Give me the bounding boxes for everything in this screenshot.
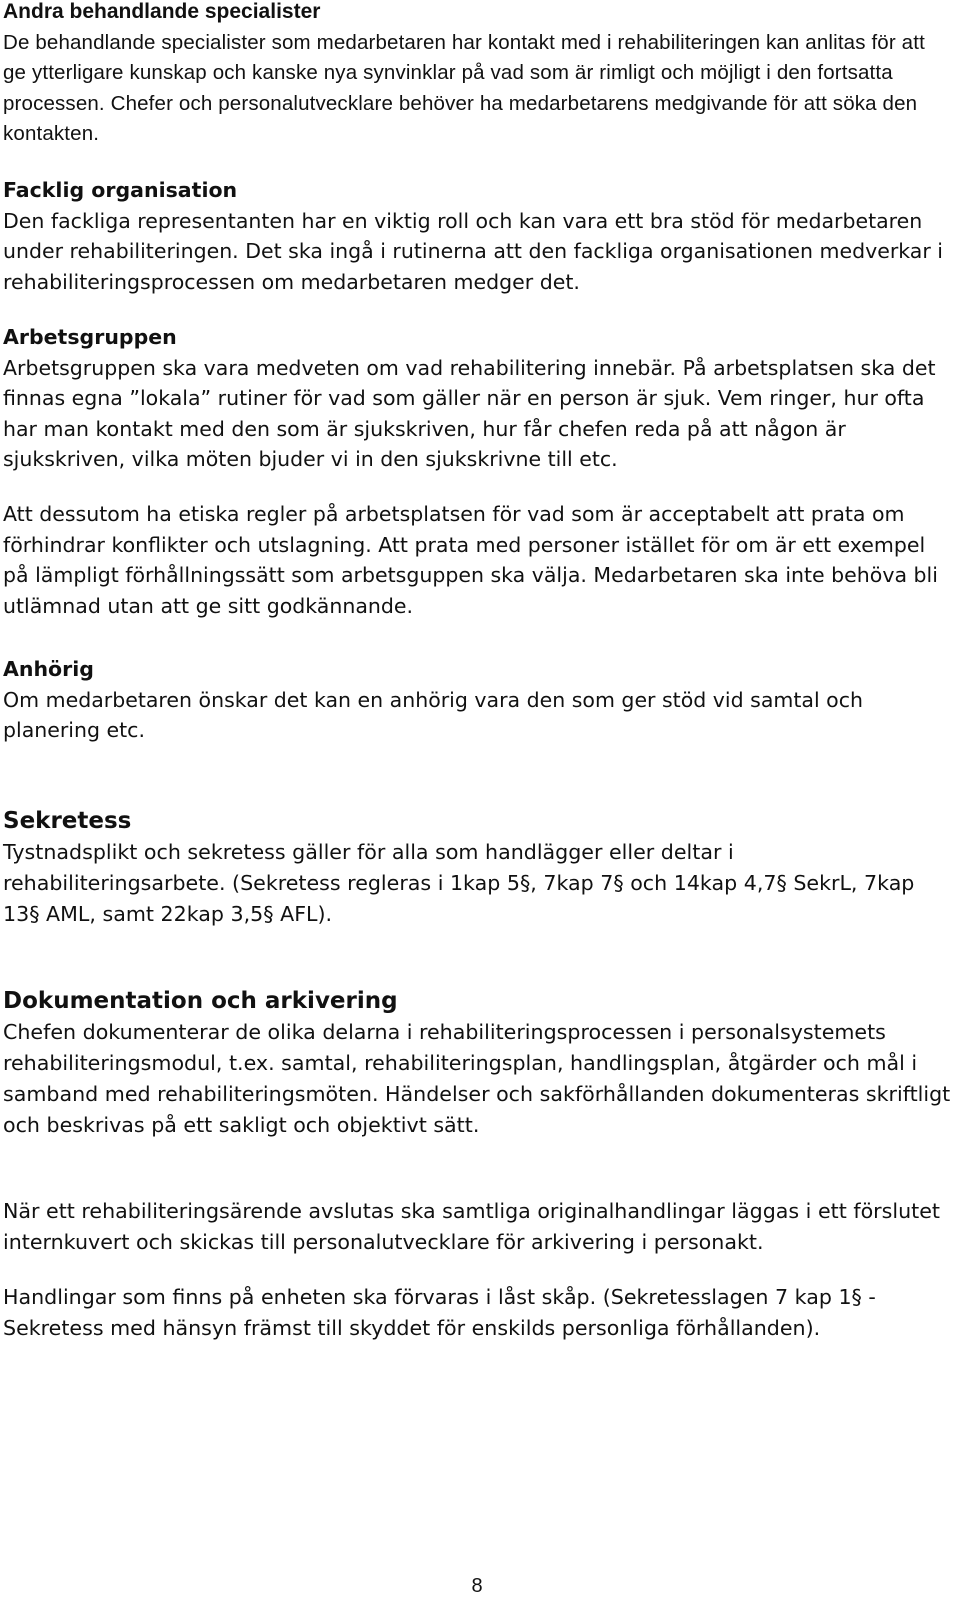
section-body: Om medarbetaren önskar det kan en anhörig vara den som ger stöd vid samtal och planering etc. xyxy=(3,687,863,742)
section-body: Chefen dokumenterar de olika delarna i rehabiliteringsprocessen i personalsystemets rehabiliteringsmodul, t.ex. samtal, rehabiliteringsplan, handlingsplan, åtgärder och mål i samband med rehabiliteringsmöten. Händelser och sakförhållanden dokumenteras skriftligt och beskrivas på ett sakligt och objektivt sätt. xyxy=(3,1020,951,1137)
section-etiska-regler xyxy=(3,499,951,621)
section-avslut-arkivering xyxy=(3,1196,951,1257)
section-heading: Dokumentation och arkivering xyxy=(3,988,398,1014)
section-body: Den fackliga representanten har en viktig roll och kan vara ett bra stöd för medarbetaren under rehabiliteringen. Det ska ingå i rutinerna att den fackliga organisationen medverkar i rehabiliteringsprocessen om medarbetaren medger det. xyxy=(3,208,944,294)
page-number: 8 xyxy=(471,1575,483,1597)
section-heading: Sekretess xyxy=(3,808,132,834)
section-dokumentation-och-arkivering xyxy=(3,985,951,1141)
section-body: Handlingar som finns på enheten ska förvaras i låst skåp. (Sekretesslagen 7 kap 1§ - Sekretess med hänsyn främst till skyddet för enskilds personliga förhållanden). xyxy=(3,1285,876,1340)
section-heading: Facklig organisation xyxy=(3,178,238,202)
section-anhorig xyxy=(3,654,951,746)
section-arbetsgruppen xyxy=(3,322,951,475)
section-body: När ett rehabiliteringsärende avslutas ska samtliga originalhandlingar läggas i ett förslutet internkuvert och skickas till personalutvecklare för arkivering i personakt. xyxy=(3,1199,940,1254)
section-body: Att dessutom ha etiska regler på arbetsplatsen för vad som är acceptabelt att prata om förhindrar konflikter och utslagning. Att prata med personer istället för om är ett exempel på lämpligt förhållningssätt som arbetsguppen ska välja. Medarbetaren ska inte behöva bli utlämnad utan att ge sitt godkännande. xyxy=(3,502,938,618)
section-andra-behandlande-specialister xyxy=(3,0,943,150)
section-handlingar-forvaring xyxy=(3,1282,951,1343)
section-facklig-organisation xyxy=(3,175,951,297)
section-body: De behandlande specialister som medarbetaren har kontakt med i rehabiliteringen kan anlitas för att ge ytterligare kunskap och kanske nya synvinklar på vad som är rimligt och möjligt i den fortsatta processen. Chefer och personalutvecklare behöver ha medarbetarens medgivande för att söka den kontakten. xyxy=(3,30,925,145)
section-body: Arbetsgruppen ska vara medveten om vad rehabilitering innebär. På arbetsplatsen ska det finnas egna ”lokala” rutiner för vad som gäller när en person är sjuk. Vem ringer, hur ofta har man kontakt med den som är sjukskriven, hur får chefen reda på att någon är sjukskriven, vilka möten bjuder vi in den sjukskrivne till etc. xyxy=(3,355,936,471)
section-heading: Arbetsgruppen xyxy=(3,325,177,349)
section-sekretess xyxy=(3,805,951,930)
section-heading: Anhörig xyxy=(3,657,94,681)
section-heading: Andra behandlande specialister xyxy=(3,0,321,23)
section-body: Tystnadsplikt och sekretess gäller för alla som handlägger eller deltar i rehabiliteringsarbete. (Sekretess regleras i 1kap 5§, 7kap 7§ och 14kap 4,7§ SekrL, 7kap 13§ AML, samt 22kap 3,5§ AFL). xyxy=(3,840,915,926)
